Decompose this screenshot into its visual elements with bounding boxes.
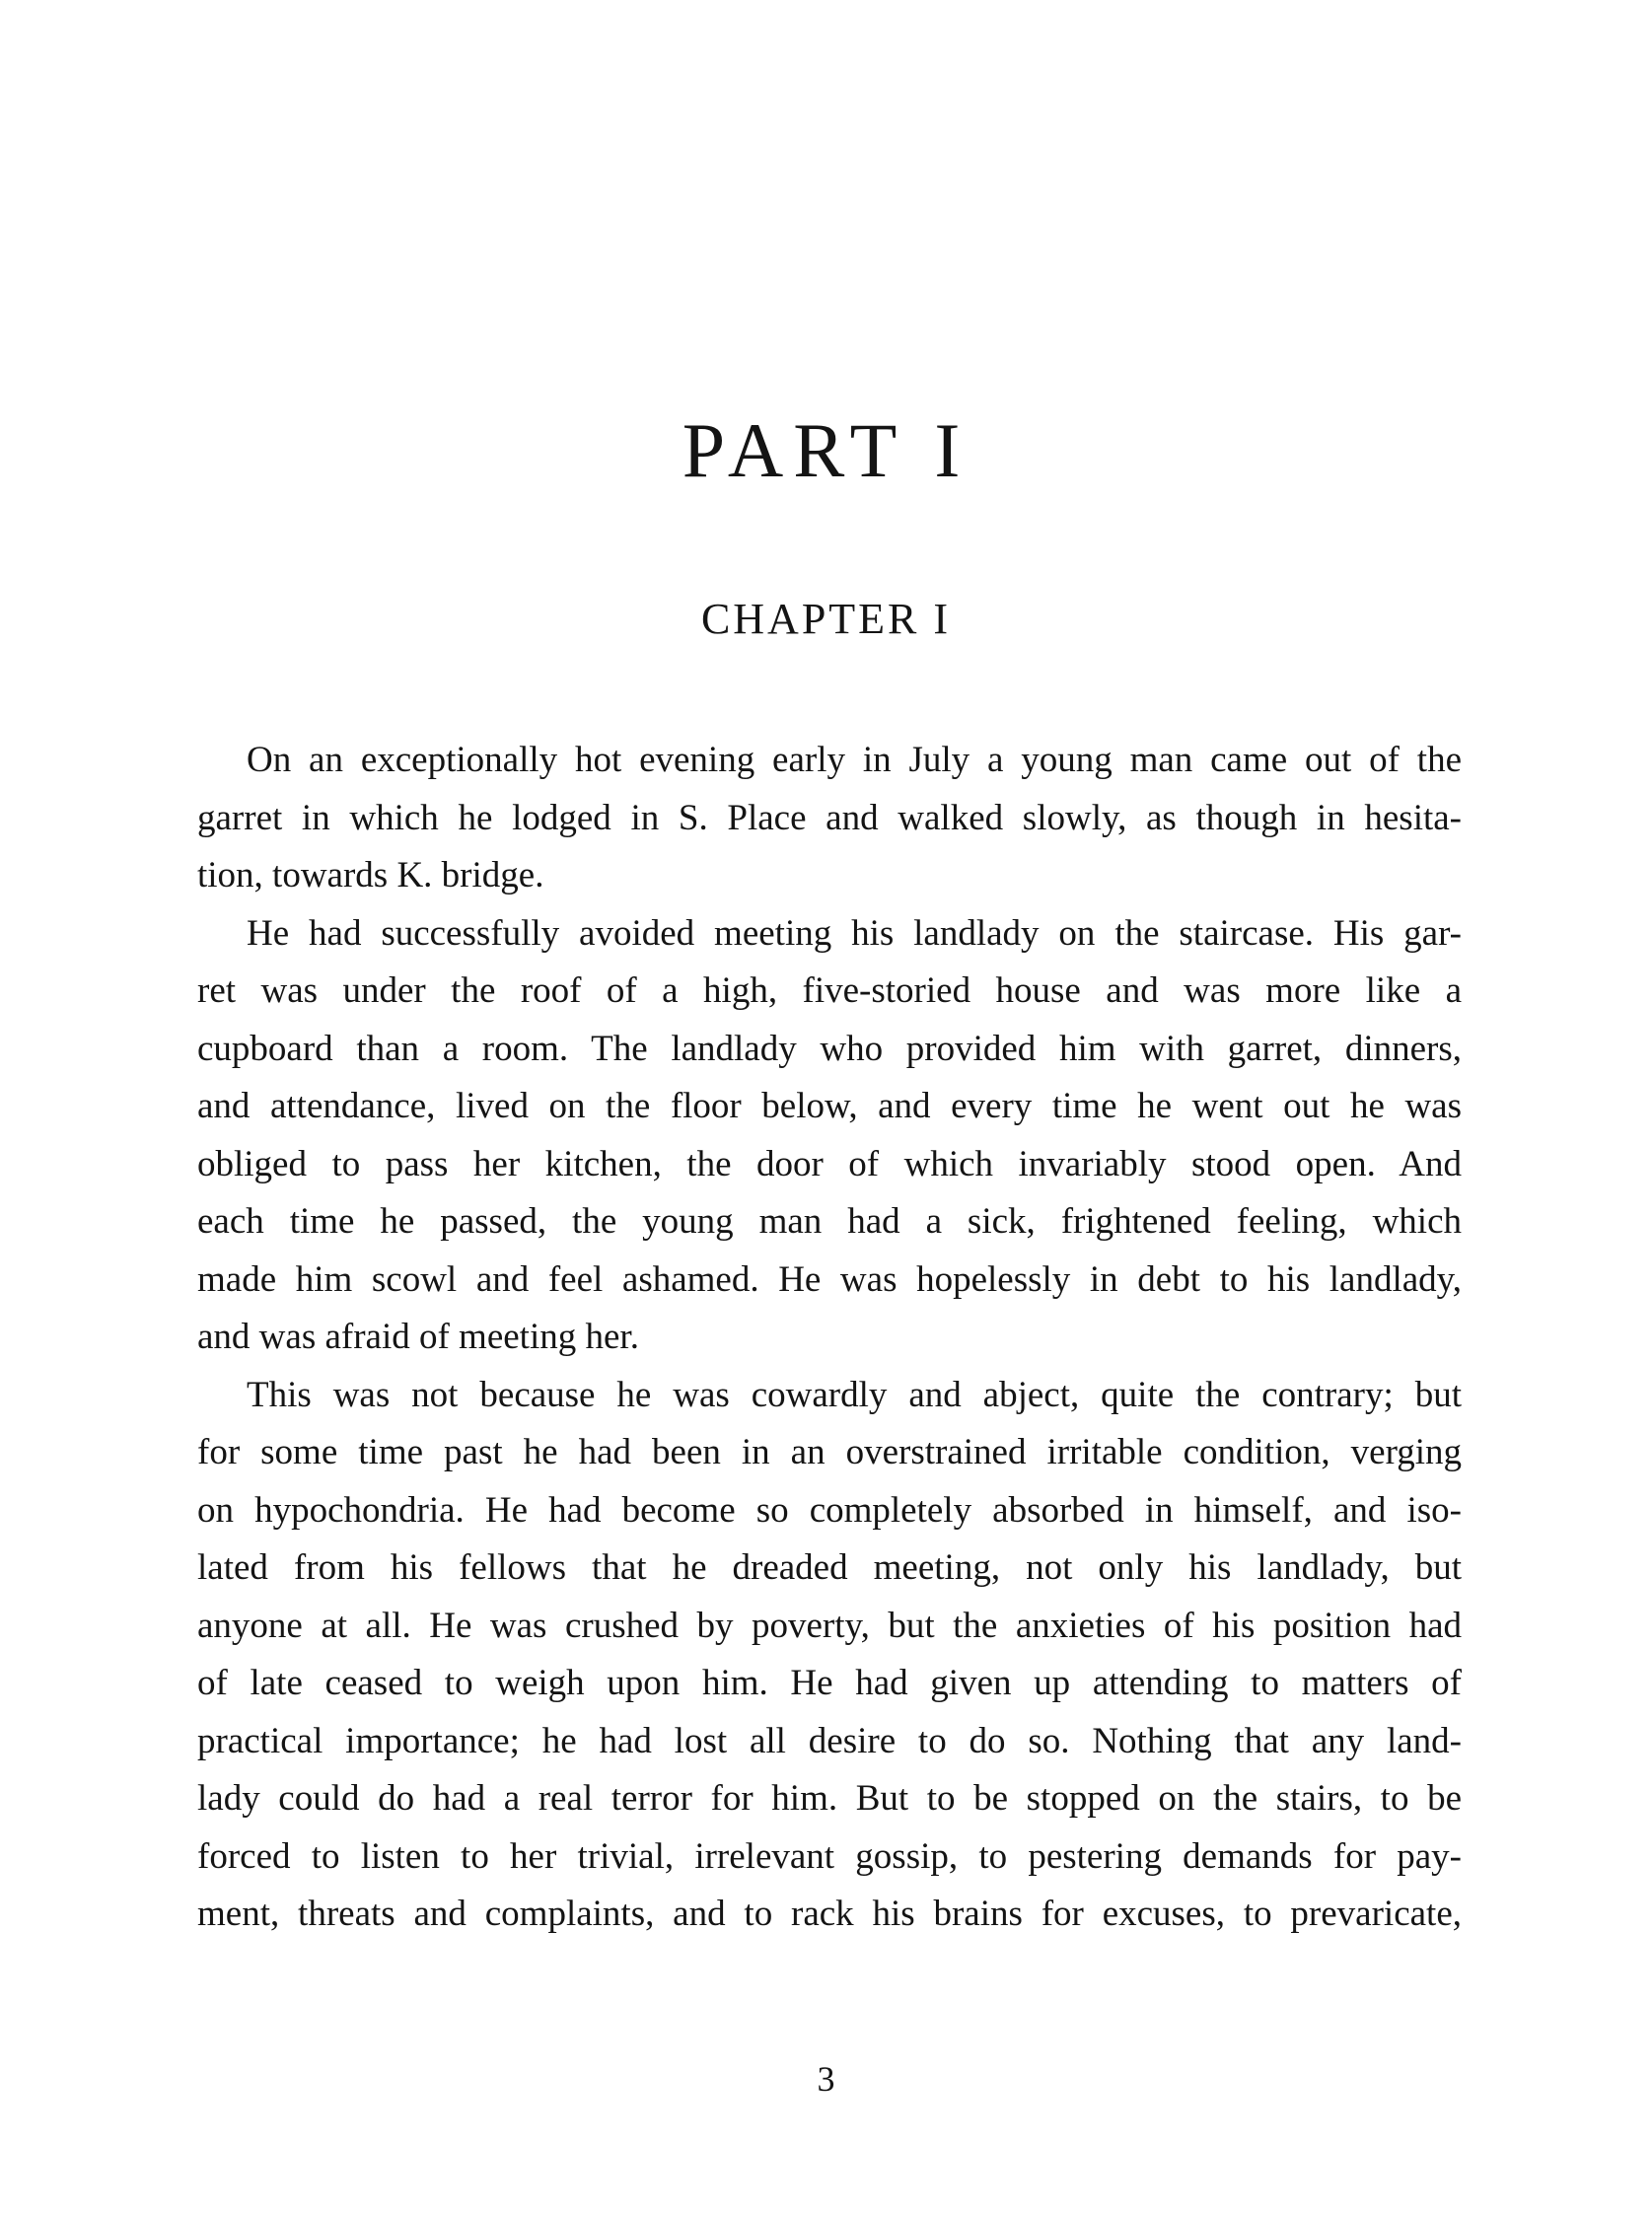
part-title: PART I [682,407,970,493]
paragraph [197,905,1462,1367]
text-line: lated from his fellows that he dreaded meeting, not only his landlady, but [197,1547,1462,1588]
text-line: cupboard than a room. The landlady who provided him with garret, dinners, [197,1028,1462,1069]
text-line: on hypochondria. He had become so completely absorbed in himself, and iso- [197,1489,1462,1531]
text-line: lady could do had a real terror for him. But to be stopped on the stairs, to be [197,1778,1462,1819]
text-line: This was not because he was cowardly and abject, quite the contrary; but [247,1374,1462,1415]
text-line: obliged to pass her kitchen, the door of which invariably stood open. And [197,1143,1462,1184]
text-line: On an exceptionally hot evening early in July a young man came out of the [247,740,1462,780]
paragraph [197,732,1462,905]
text-line: forced to listen to her trivial, irrelevant gossip, to pestering demands for pay- [197,1835,1462,1877]
text-line: of late ceased to weigh upon him. He had given up attending to matters of [197,1663,1462,1703]
text-line: anyone at all. He was crushed by poverty, but the anxieties of his position had [197,1605,1462,1646]
body-text [197,732,1462,1944]
text-line: ret was under the roof of a high, five-storied house and was more like a [197,970,1462,1011]
text-line: practical importance; he had lost all desire to do so. Nothing that any land- [197,1720,1462,1761]
paragraph [197,1367,1462,1944]
text-line: tion, towards K. bridge. [197,855,544,895]
text-line: He had successfully avoided meeting his landlady on the staircase. His gar- [247,912,1462,954]
text-line: each time he passed, the young man had a sick, frightened feeling, which [197,1201,1462,1242]
text-line: ment, threats and complaints, and to rack his brains for excuses, to prevaricate, [197,1894,1462,1934]
page-number: 3 [817,2059,835,2099]
text-line: and was afraid of meeting her. [197,1317,639,1357]
text-line: made him scowl and feel ashamed. He was hopelessly in debt to his landlady, [197,1258,1462,1300]
chapter-title: CHAPTER I [700,595,952,643]
text-line: garret in which he lodged in S. Place and walked slowly, as though in hesita- [197,797,1462,838]
text-line: and attendance, lived on the floor below, and every time he went out he was [197,1086,1462,1126]
text-line: for some time past he had been in an overstrained irritable condition, verging [197,1432,1462,1472]
